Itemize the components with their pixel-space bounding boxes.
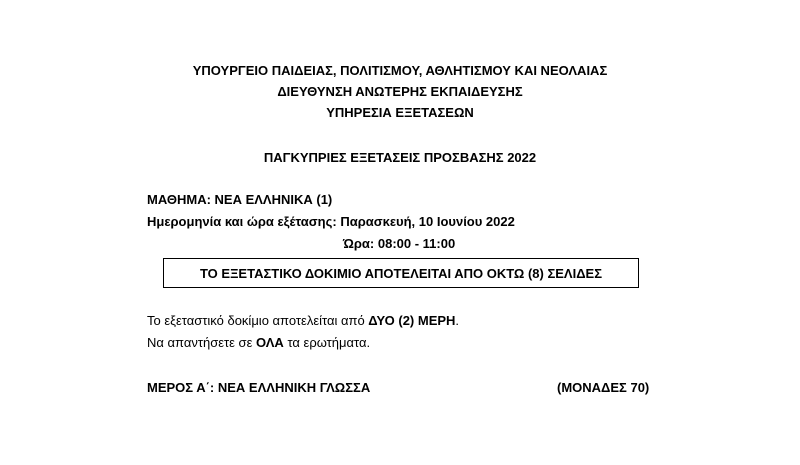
pages-notice-text: ΤΟ ΕΞΕΤΑΣΤΙΚΟ ΔΟΚΙΜΙΟ ΑΠΟΤΕΛΕΙΤΑΙ ΑΠΟ ΟΚΤΩ (8) ΣΕΛΙΔΕΣ (199, 265, 603, 281)
instruction-answer-line (147, 335, 370, 351)
directorate-heading: ΔΙΕΥΘΥΝΣΗ ΑΝΩΤΕΡΗΣ ΕΚΠΑΙΔΕΥΣΗΣ (277, 84, 523, 99)
instruction-answer-all: ΟΛΑ (256, 335, 284, 350)
instruction-parts-suffix: . (455, 313, 460, 328)
subject-line: ΜΑΘΗΜΑ: ΝΕΑ ΕΛΛΗΝΙΚΑ (1) (147, 192, 333, 207)
part-a-title: ΜΕΡΟΣ Α΄: ΝΕΑ ΕΛΛΗΝΙΚΗ ΓΛΩΣΣΑ (147, 380, 371, 395)
instruction-answer-suffix: τα ερωτήματα. (283, 335, 371, 350)
exam-date-label: Ημερομηνία και ώρα εξέτασης: (147, 214, 337, 229)
instruction-answer-prefix: Να απαντήσετε σε (147, 335, 256, 350)
exam-title: ΠΑΓΚΥΠΡΙΕΣ ΕΞΕΤΑΣΕΙΣ ΠΡΟΣΒΑΣΗΣ 2022 (263, 150, 537, 165)
instruction-parts-count: ΔΥΟ (2) ΜΕΡΗ (368, 313, 456, 328)
exam-date-value: Παρασκευή, 10 Ιουνίου 2022 (340, 214, 515, 229)
exam-time-line: Ώρα: 08:00 - 11:00 (343, 236, 456, 251)
exam-date-line (147, 214, 515, 230)
service-heading: ΥΠΗΡΕΣΙΑ ΕΞΕΤΑΣΕΩΝ (326, 105, 474, 120)
part-a-points: (ΜΟΝΑΔΕΣ 70) (557, 380, 650, 395)
instruction-parts-prefix: Το εξεταστικό δοκίμιο αποτελείται από (147, 313, 369, 328)
instruction-parts-line (147, 313, 459, 329)
pages-notice-box (163, 258, 639, 288)
ministry-heading: ΥΠΟΥΡΓΕΙΟ ΠΑΙΔΕΙΑΣ, ΠΟΛΙΤΙΣΜΟΥ, ΑΘΛΗΤΙΣΜΟΥ ΚΑΙ ΝΕΟΛΑΙΑΣ (192, 63, 608, 78)
